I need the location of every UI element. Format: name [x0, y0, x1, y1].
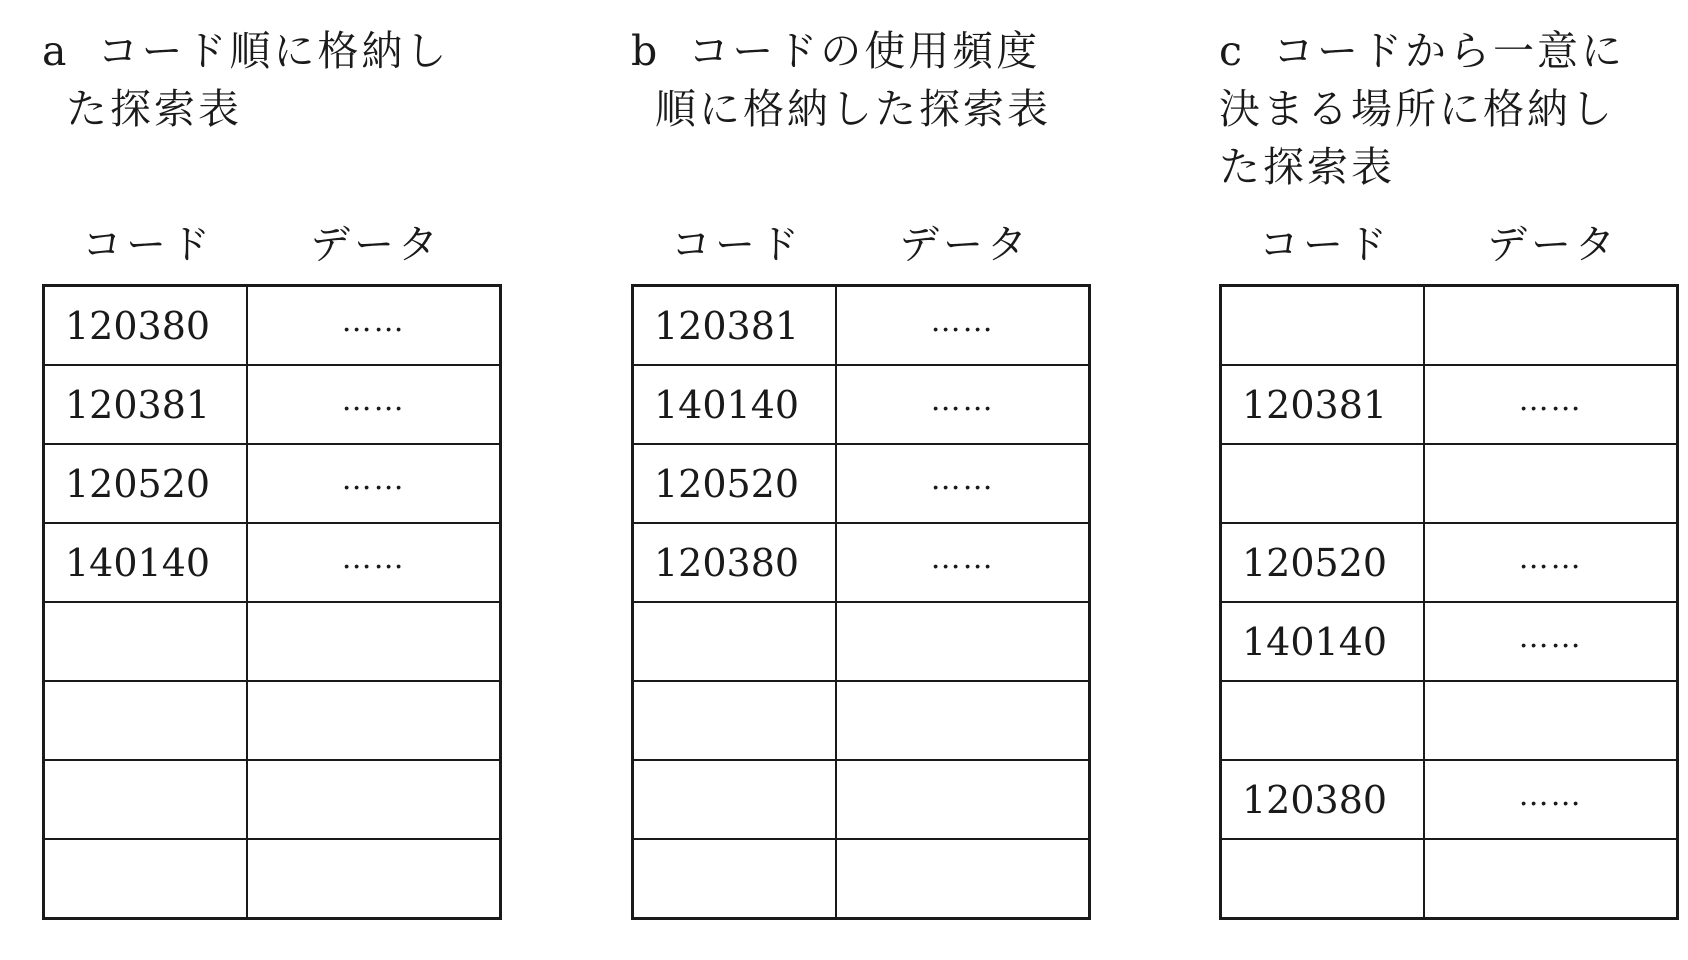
table-row: [633, 839, 1090, 919]
title-line-2: 順に格納した探索表: [655, 85, 1051, 133]
table-row: [44, 681, 501, 760]
table-row: [633, 444, 1090, 523]
data-cell: [247, 756, 500, 835]
table-row: [633, 523, 1090, 602]
code-cell: 120380: [633, 523, 837, 602]
code-cell: 120520: [1221, 523, 1425, 602]
table-row: [1221, 286, 1678, 366]
data-cell: ……: [247, 440, 500, 519]
data-cell: [1424, 282, 1677, 362]
code-cell: [633, 839, 837, 919]
title-line-3: た探索表: [1219, 143, 1395, 191]
data-cell: [1424, 835, 1677, 915]
data-cell: ……: [836, 361, 1089, 440]
code-cell: [1221, 444, 1425, 523]
table-row: [44, 365, 501, 444]
data-cell: [1424, 440, 1677, 519]
data-cell: [836, 835, 1089, 915]
table-row: [44, 523, 501, 602]
data-cell: [247, 677, 500, 756]
code-cell: [1221, 839, 1425, 919]
table-row: [1221, 681, 1678, 760]
code-cell: 120381: [633, 286, 837, 366]
table-row: [1221, 365, 1678, 444]
header-data: データ: [310, 222, 442, 268]
data-cell: ……: [836, 519, 1089, 598]
header-data: データ: [1487, 222, 1619, 268]
panel-letter: a: [42, 27, 70, 75]
panel-title: [1219, 22, 1688, 196]
code-cell: 140140: [633, 365, 837, 444]
table-panel-b: [631, 0, 1091, 960]
code-cell: 120380: [44, 286, 248, 366]
code-cell: [1221, 681, 1425, 760]
code-cell: [633, 760, 837, 839]
data-cell: [247, 835, 500, 915]
title-text: コード順に格納し: [97, 27, 450, 75]
data-cell: [1424, 677, 1677, 756]
code-cell: [44, 681, 248, 760]
code-cell: 140140: [1221, 602, 1425, 681]
table-row: [633, 286, 1090, 366]
code-cell: 120520: [633, 444, 837, 523]
header-data: データ: [899, 222, 1031, 268]
data-cell: ……: [247, 282, 500, 362]
code-cell: [1221, 286, 1425, 366]
code-cell: 120381: [44, 365, 248, 444]
code-cell: [44, 839, 248, 919]
code-cell: 140140: [44, 523, 248, 602]
data-cell: ……: [1424, 756, 1677, 835]
table-row: [1221, 444, 1678, 523]
code-cell: [44, 760, 248, 839]
code-cell: 120380: [1221, 760, 1425, 839]
column-headers: [42, 213, 502, 269]
column-headers: [1219, 213, 1679, 269]
column-headers: [631, 213, 1091, 269]
table-row: [44, 839, 501, 919]
data-cell: ……: [1424, 519, 1677, 598]
table-row: [1221, 523, 1678, 602]
header-code: コード: [82, 222, 214, 268]
panel-title: [42, 22, 512, 138]
title-line-1: [42, 22, 512, 80]
data-cell: ……: [836, 440, 1089, 519]
title-line-1: [1219, 22, 1688, 80]
table-panel-c: [1219, 0, 1679, 960]
code-cell: [633, 681, 837, 760]
data-cell: ……: [247, 519, 500, 598]
data-cell: [836, 598, 1089, 677]
data-cell: [836, 677, 1089, 756]
table-panel-a: [42, 0, 502, 960]
lookup-table: [1219, 284, 1679, 920]
title-text: コードの使用頻度: [688, 27, 1041, 75]
title-text: コードから一意に: [1272, 27, 1625, 75]
code-cell: 120381: [1221, 365, 1425, 444]
table-row: [633, 602, 1090, 681]
panel-letter: c: [1219, 27, 1245, 75]
table-row: [633, 365, 1090, 444]
table-row: [633, 760, 1090, 839]
data-cell: ……: [247, 361, 500, 440]
panel-letter: b: [631, 27, 661, 75]
data-cell: [836, 756, 1089, 835]
table-row: [1221, 760, 1678, 839]
panel-title: [631, 22, 1101, 138]
data-cell: ……: [836, 282, 1089, 362]
table-row: [633, 681, 1090, 760]
table-row: [44, 444, 501, 523]
table-row: [44, 286, 501, 366]
code-cell: 120520: [44, 444, 248, 523]
table-row: [44, 602, 501, 681]
code-cell: [44, 602, 248, 681]
data-cell: ……: [1424, 598, 1677, 677]
table-row: [44, 760, 501, 839]
title-line-2: 決まる場所に格納し: [1219, 85, 1615, 133]
header-code: コード: [671, 222, 803, 268]
lookup-table: [42, 284, 502, 920]
table-row: [1221, 602, 1678, 681]
code-cell: [633, 602, 837, 681]
data-cell: ……: [1424, 361, 1677, 440]
data-cell: [247, 598, 500, 677]
title-line-2: た探索表: [66, 85, 242, 133]
title-line-1: [631, 22, 1101, 80]
lookup-table: [631, 284, 1091, 920]
table-row: [1221, 839, 1678, 919]
header-code: コード: [1259, 222, 1391, 268]
